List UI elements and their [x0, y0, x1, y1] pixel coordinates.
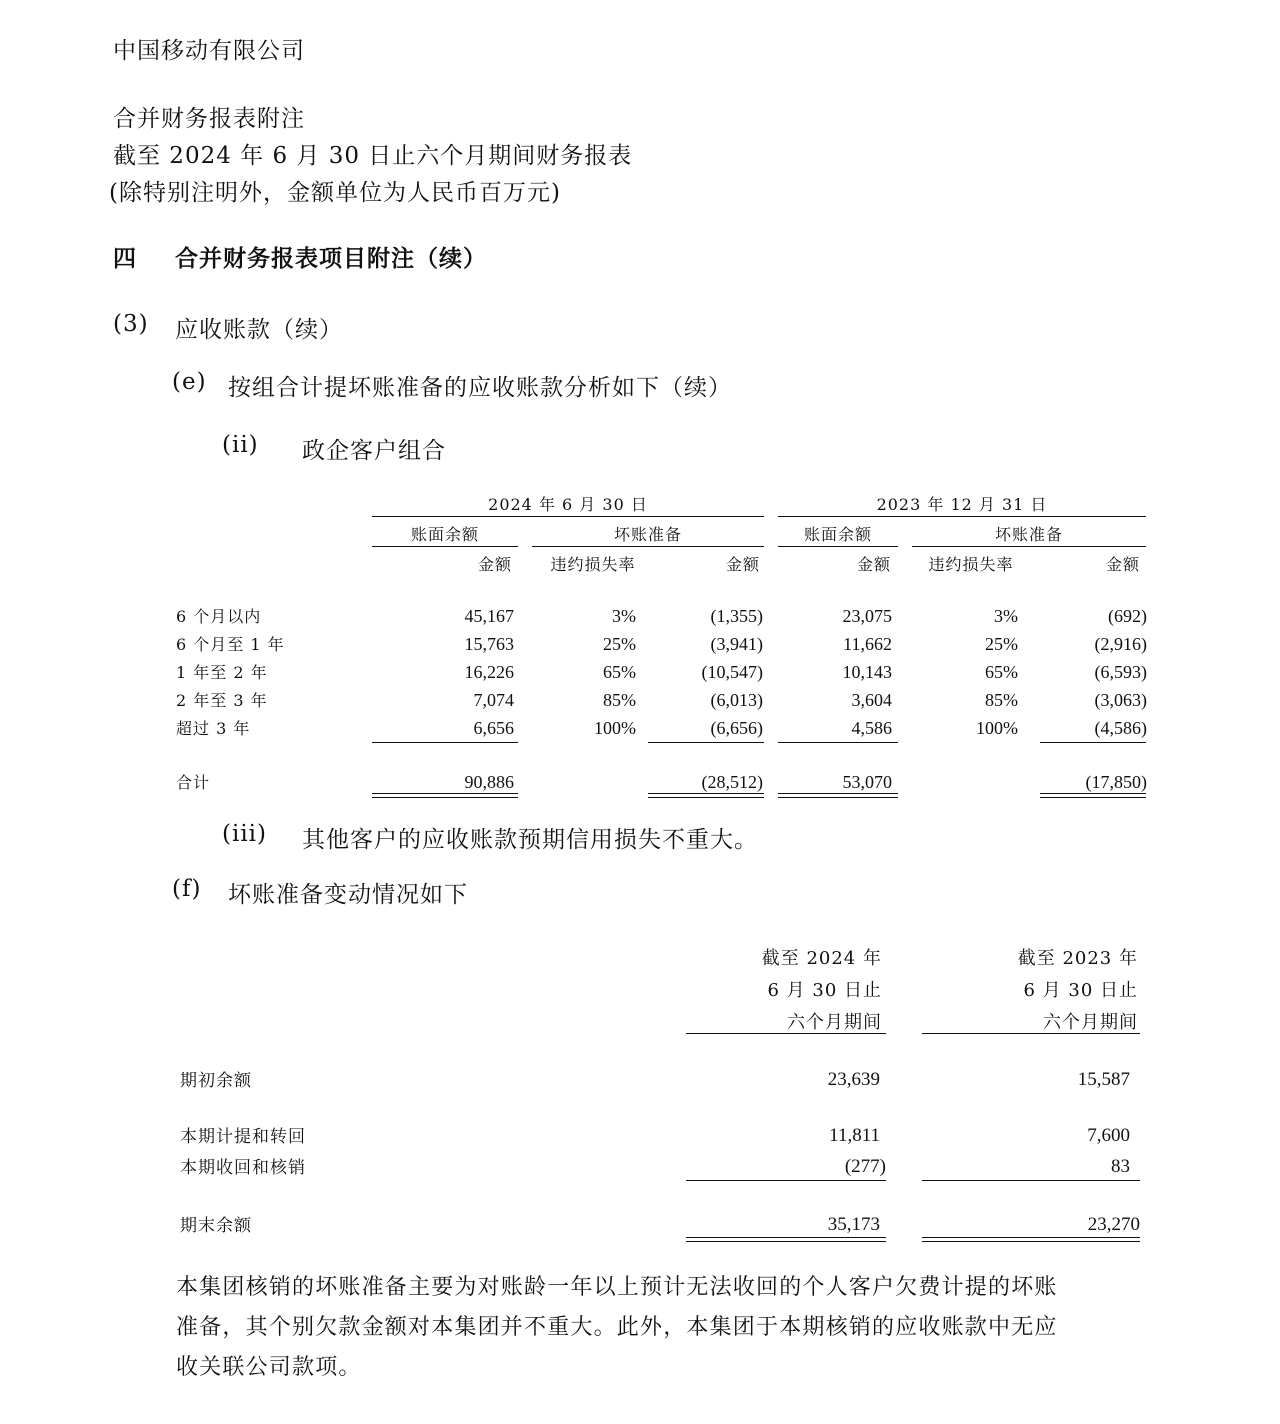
col2-header-line2: 6 月 30 日止 — [1023, 980, 1138, 1001]
report-period: 截至 2024 年 6 月 30 日止六个月期间财务报表 — [113, 143, 633, 169]
rule — [912, 546, 1146, 547]
double-rule — [648, 793, 764, 798]
rule — [372, 516, 764, 517]
gross-amount: 7,074 — [473, 690, 514, 710]
total-label: 合计 — [176, 773, 211, 792]
footnote-paragraph — [176, 1268, 1176, 1388]
amount-header: 金额 — [856, 555, 891, 574]
rule — [922, 1033, 1140, 1034]
provision-header-2: 坏账准备 — [994, 525, 1063, 544]
rule — [372, 742, 518, 743]
col1-header-line3: 六个月期间 — [787, 1012, 882, 1033]
provision-amount: (2,916) — [1094, 634, 1147, 654]
item-e-number: (e) — [172, 369, 207, 395]
row-label: 6 个月以内 — [176, 607, 262, 626]
double-rule — [686, 1237, 886, 1242]
item-ii-title: 政企客户组合 — [302, 438, 446, 464]
total-provision: (17,850) — [1085, 772, 1147, 792]
item-iii-number: (iii) — [222, 821, 268, 847]
row-label: 2 年至 3 年 — [176, 691, 268, 710]
section-title: 合并财务报表项目附注（续） — [175, 245, 487, 272]
gross-amount: 15,763 — [464, 634, 514, 654]
double-rule — [372, 793, 518, 798]
gross-header-2: 账面余额 — [803, 525, 872, 544]
total-provision: (28,512) — [701, 772, 763, 792]
loss-rate: 3% — [994, 606, 1018, 626]
provision-amount: (6,013) — [710, 690, 763, 710]
col1-header-line1: 截至 2024 年 — [761, 948, 882, 969]
period2-header: 2023 年 12 月 31 日 — [876, 495, 1048, 514]
provision-amount: (3,941) — [710, 634, 763, 654]
total-gross: 53,070 — [842, 772, 892, 792]
paragraph-line: 准备，其个别欠款金额对本集团并不重大。此外，本集团于本期核销的应收账款中无应 — [176, 1315, 1058, 1340]
gross-amount: 11,662 — [843, 634, 892, 654]
rule — [372, 546, 518, 547]
col2-value: 15,587 — [1077, 1069, 1130, 1090]
double-rule — [778, 793, 898, 798]
gross-amount: 6,656 — [473, 718, 514, 738]
rate-header: 违约损失率 — [550, 555, 636, 574]
rate-header: 违约损失率 — [928, 555, 1014, 574]
loss-rate: 65% — [985, 662, 1018, 682]
company-name: 中国移动有限公司 — [113, 38, 305, 64]
col1-value: 11,811 — [829, 1125, 880, 1146]
section-number: 四 — [113, 245, 137, 272]
col2-value: 23,270 — [1087, 1214, 1140, 1235]
gross-amount: 4,586 — [851, 718, 892, 738]
rule — [686, 1180, 886, 1181]
row-label: 本期计提和转回 — [180, 1127, 306, 1147]
gross-header-1: 账面余额 — [410, 525, 479, 544]
subsection-title: 应收账款（续） — [175, 317, 343, 343]
loss-rate: 100% — [976, 718, 1018, 738]
gross-amount: 45,167 — [464, 606, 514, 626]
provision-amount: (6,656) — [710, 718, 763, 738]
provision-amount: (1,355) — [710, 606, 763, 626]
col1-value: 23,639 — [827, 1069, 880, 1090]
provision-amount: (10,547) — [701, 662, 763, 682]
item-e-title: 按组合计提坏账准备的应收账款分析如下（续） — [228, 375, 732, 401]
rule — [686, 1033, 886, 1034]
report-title: 合并财务报表附注 — [113, 106, 305, 132]
rule — [532, 546, 764, 547]
paragraph-line: 收关联公司款项。 — [176, 1355, 362, 1380]
rule — [778, 516, 1146, 517]
gross-amount: 16,226 — [464, 662, 514, 682]
loss-rate: 65% — [603, 662, 636, 682]
amount-header: 金额 — [477, 555, 512, 574]
amount-header: 金额 — [725, 555, 760, 574]
loss-rate: 25% — [603, 634, 636, 654]
rule — [778, 742, 898, 743]
currency-note: (除特别注明外，金额单位为人民币百万元) — [109, 180, 561, 206]
gross-amount: 10,143 — [842, 662, 892, 682]
period1-header: 2024 年 6 月 30 日 — [488, 495, 648, 514]
provision-header-1: 坏账准备 — [613, 525, 682, 544]
col2-value: 7,600 — [1087, 1125, 1130, 1146]
provision-amount: (692) — [1108, 606, 1147, 626]
double-rule — [922, 1237, 1140, 1242]
provision-amount: (4,586) — [1094, 718, 1147, 738]
item-iii-text: 其他客户的应收账款预期信用损失不重大。 — [302, 827, 758, 853]
subsection-number: (3) — [113, 311, 149, 337]
item-f-title: 坏账准备变动情况如下 — [228, 882, 468, 908]
rule — [778, 546, 898, 547]
item-f-number: (f) — [172, 876, 202, 902]
col2-header-line3: 六个月期间 — [1043, 1012, 1138, 1033]
row-label: 期初余额 — [180, 1071, 252, 1091]
amount-header: 金额 — [1105, 555, 1140, 574]
col2-header-line1: 截至 2023 年 — [1017, 948, 1138, 969]
rule — [922, 1180, 1140, 1181]
gross-amount: 3,604 — [851, 690, 892, 710]
col2-value: 83 — [1111, 1156, 1130, 1177]
loss-rate: 3% — [612, 606, 636, 626]
col1-header-line2: 6 月 30 日止 — [767, 980, 882, 1001]
paragraph-line: 本集团核销的坏账准备主要为对账龄一年以上预计无法收回的个人客户欠费计提的坏账 — [176, 1275, 1058, 1300]
loss-rate: 85% — [603, 690, 636, 710]
loss-rate: 100% — [594, 718, 636, 738]
loss-rate: 85% — [985, 690, 1018, 710]
row-label: 1 年至 2 年 — [176, 663, 268, 682]
row-label: 期末余额 — [180, 1216, 252, 1236]
row-label: 6 个月至 1 年 — [176, 635, 285, 654]
col1-value: 35,173 — [827, 1214, 880, 1235]
row-label: 超过 3 年 — [176, 719, 251, 738]
provision-amount: (3,063) — [1094, 690, 1147, 710]
total-gross: 90,886 — [464, 772, 514, 792]
gross-amount: 23,075 — [842, 606, 892, 626]
col1-value: (277) — [844, 1156, 886, 1177]
rule — [648, 742, 764, 743]
loss-rate: 25% — [985, 634, 1018, 654]
item-ii-number: (ii) — [222, 432, 259, 458]
provision-amount: (6,593) — [1094, 662, 1147, 682]
rule — [1040, 742, 1146, 743]
double-rule — [1040, 793, 1146, 798]
row-label: 本期收回和核销 — [180, 1158, 306, 1178]
